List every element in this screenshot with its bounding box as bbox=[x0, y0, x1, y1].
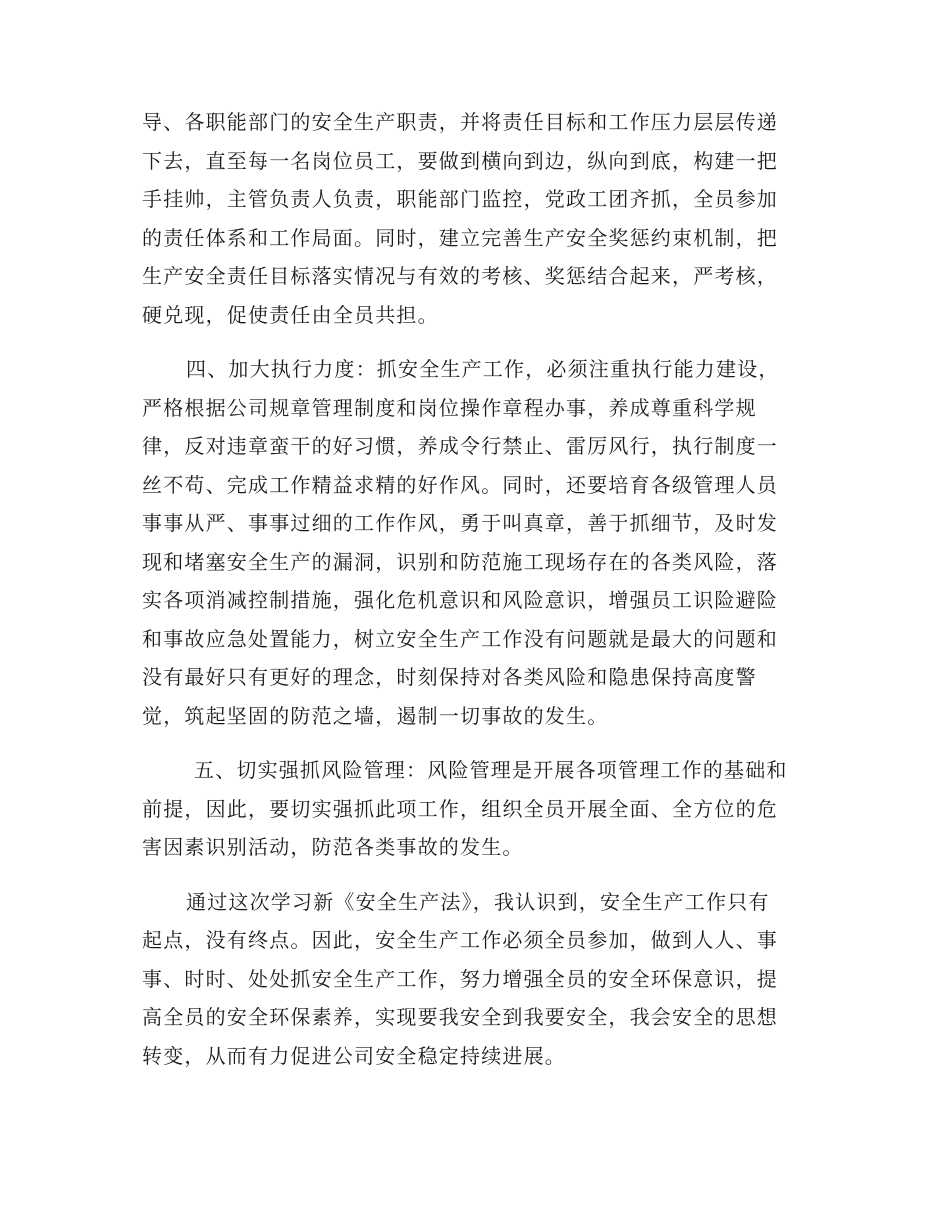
text-line: 下去，直至每一名岗位员工，要做到横向到边，纵向到底，构建一把 bbox=[142, 148, 778, 173]
text-line: 害因素识别活动，防范各类事故的发生。 bbox=[142, 835, 524, 859]
paragraph-risk-management bbox=[142, 751, 806, 867]
text-line: 生产安全责任目标落实情况与有效的考核、奖惩结合起来，严考核， bbox=[142, 264, 778, 288]
text-line: 现和堵塞安全生产的漏洞，识别和防范施工现场存在的各类风险，落 bbox=[142, 549, 778, 574]
text-line: 手挂帅，主管负责人负责，职能部门监控，党政工团齐抓，全员参加 bbox=[142, 187, 778, 211]
paragraph-conclusion bbox=[142, 883, 806, 1076]
document-body bbox=[142, 103, 806, 1075]
text-line: 事事从严、事事过细的工作作风，勇于叫真章，善于抓细节，及时发 bbox=[142, 511, 778, 535]
paragraph-gap bbox=[142, 334, 806, 350]
text-line: 的责任体系和工作局面。同时，建立完善生产安全奖惩约束机制，把 bbox=[142, 225, 778, 250]
text-line: 高全员的安全环保素养，实现要我安全到我要安全，我会安全的思想 bbox=[142, 1005, 778, 1029]
paragraph-execution bbox=[142, 350, 806, 735]
text-line: 实各项消减控制措施，强化危机意识和风险意识，增强员工识险避险 bbox=[142, 588, 778, 612]
text-line: 转变，从而有力促进公司安全稳定持续进展。 bbox=[142, 1043, 566, 1068]
text-line: 和事故应急处置能力，树立安全生产工作没有问题就是最大的问题和 bbox=[142, 626, 778, 651]
text-line: 丝不苟、完成工作精益求精的好作风。同时，还要培育各级管理人员 bbox=[142, 472, 778, 497]
text-line: 起点，没有终点。因此，安全生产工作必须全员参加，做到人人、事 bbox=[142, 928, 778, 952]
text-line: 导、各职能部门的安全生产职责，并将责任目标和工作压力层层传递 bbox=[142, 110, 778, 134]
text-line: 律，反对违章蛮干的好习惯，养成令行禁止、雷厉风行，执行制度一 bbox=[142, 434, 778, 458]
text-line: 硬兑现，促使责任由全员共担。 bbox=[142, 302, 439, 327]
text-line: 事、时时、处处抓安全生产工作，努力增强全员的安全环保意识，提 bbox=[142, 966, 778, 991]
text-line: 觉，筑起坚固的防范之墙，遏制一切事故的发生。 bbox=[142, 703, 609, 728]
text-line: 通过这次学习新《安全生产法》，我认识到，安全生产工作只有 bbox=[186, 889, 770, 914]
text-line: 前提，因此，要切实强抓此项工作，组织全员开展全面、全方位的危 bbox=[142, 796, 778, 821]
text-line: 严格根据公司规章管理制度和岗位操作章程办事，养成尊重科学规 bbox=[142, 395, 757, 420]
text-line: 没有最好只有更好的理念，时刻保持对各类风险和隐患保持高度警 bbox=[142, 665, 757, 689]
text-line: 五、切实强抓风险管理：风险管理是开展各项管理工作的基础和 bbox=[194, 758, 788, 782]
paragraph-gap bbox=[142, 735, 806, 751]
paragraph-gap bbox=[142, 867, 806, 883]
text-line: 四、加大执行力度：抓安全生产工作，必须注重执行能力建设， bbox=[186, 357, 780, 381]
paragraph-responsibility bbox=[142, 103, 806, 334]
